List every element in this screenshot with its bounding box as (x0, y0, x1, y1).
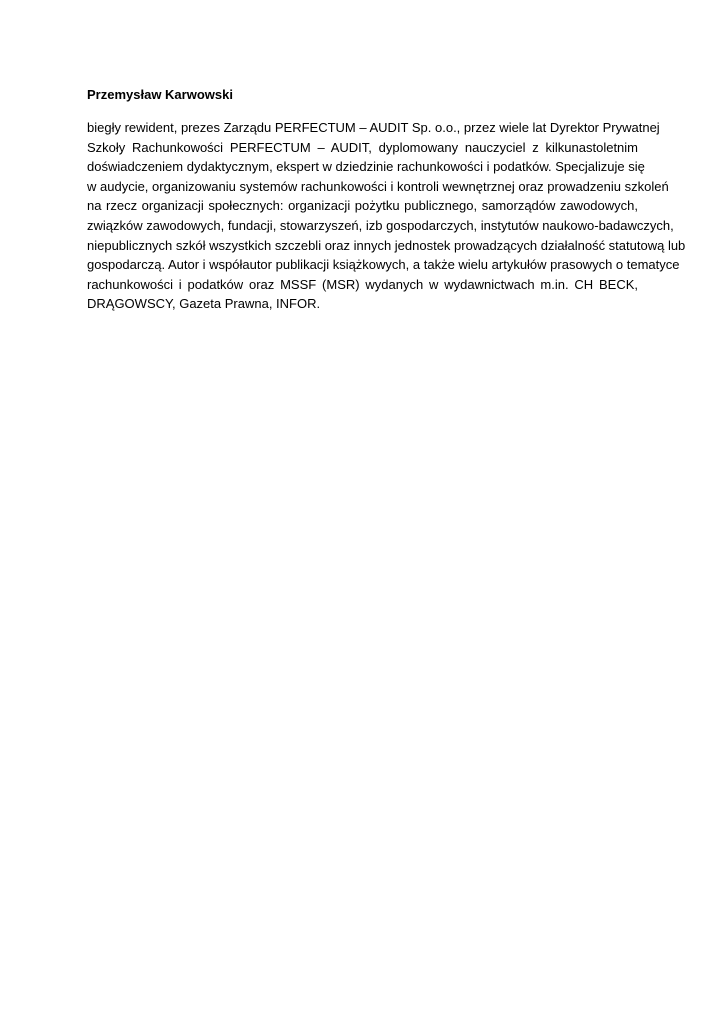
author-name: Przemysław Karwowski (87, 87, 233, 102)
bio-line: niepublicznych szkół wszystkich szczebli oraz innych jednostek prowadzących działalność statutową lub (87, 237, 686, 253)
bio-line: związków zawodowych, fundacji, stowarzyszeń, izb gospodarczych, instytutów naukowo-badawczych, (87, 217, 674, 233)
bio-line: gospodarczą. Autor i współautor publikacji książkowych, a także wielu artykułów prasowych o tematyce (87, 257, 680, 273)
author-bio (87, 118, 686, 314)
bio-line: rachunkowości i podatków oraz MSSF (MSR) wydanych w wydawnictwach m.in. CH BECK, (87, 276, 638, 292)
bio-line: DRĄGOWSCY, Gazeta Prawna, INFOR. (87, 296, 321, 312)
bio-line: w audycie, organizowaniu systemów rachunkowości i kontroli wewnętrznej oraz prowadzeniu szkoleń (87, 178, 669, 194)
bio-line: doświadczeniem dydaktycznym, ekspert w dziedzinie rachunkowości i podatków. Specjalizuje się (87, 159, 645, 175)
bio-line: na rzecz organizacji społecznych: organizacji pożytku publicznego, samorządów zawodowych, (87, 198, 638, 214)
bio-line: biegły rewident, prezes Zarządu PERFECTUM – AUDIT Sp. o.o., przez wiele lat Dyrektor Prywatnej (87, 120, 660, 135)
bio-line: Szkoły Rachunkowości PERFECTUM – AUDIT, dyplomowany nauczyciel z kilkunastoletnim (87, 139, 638, 155)
